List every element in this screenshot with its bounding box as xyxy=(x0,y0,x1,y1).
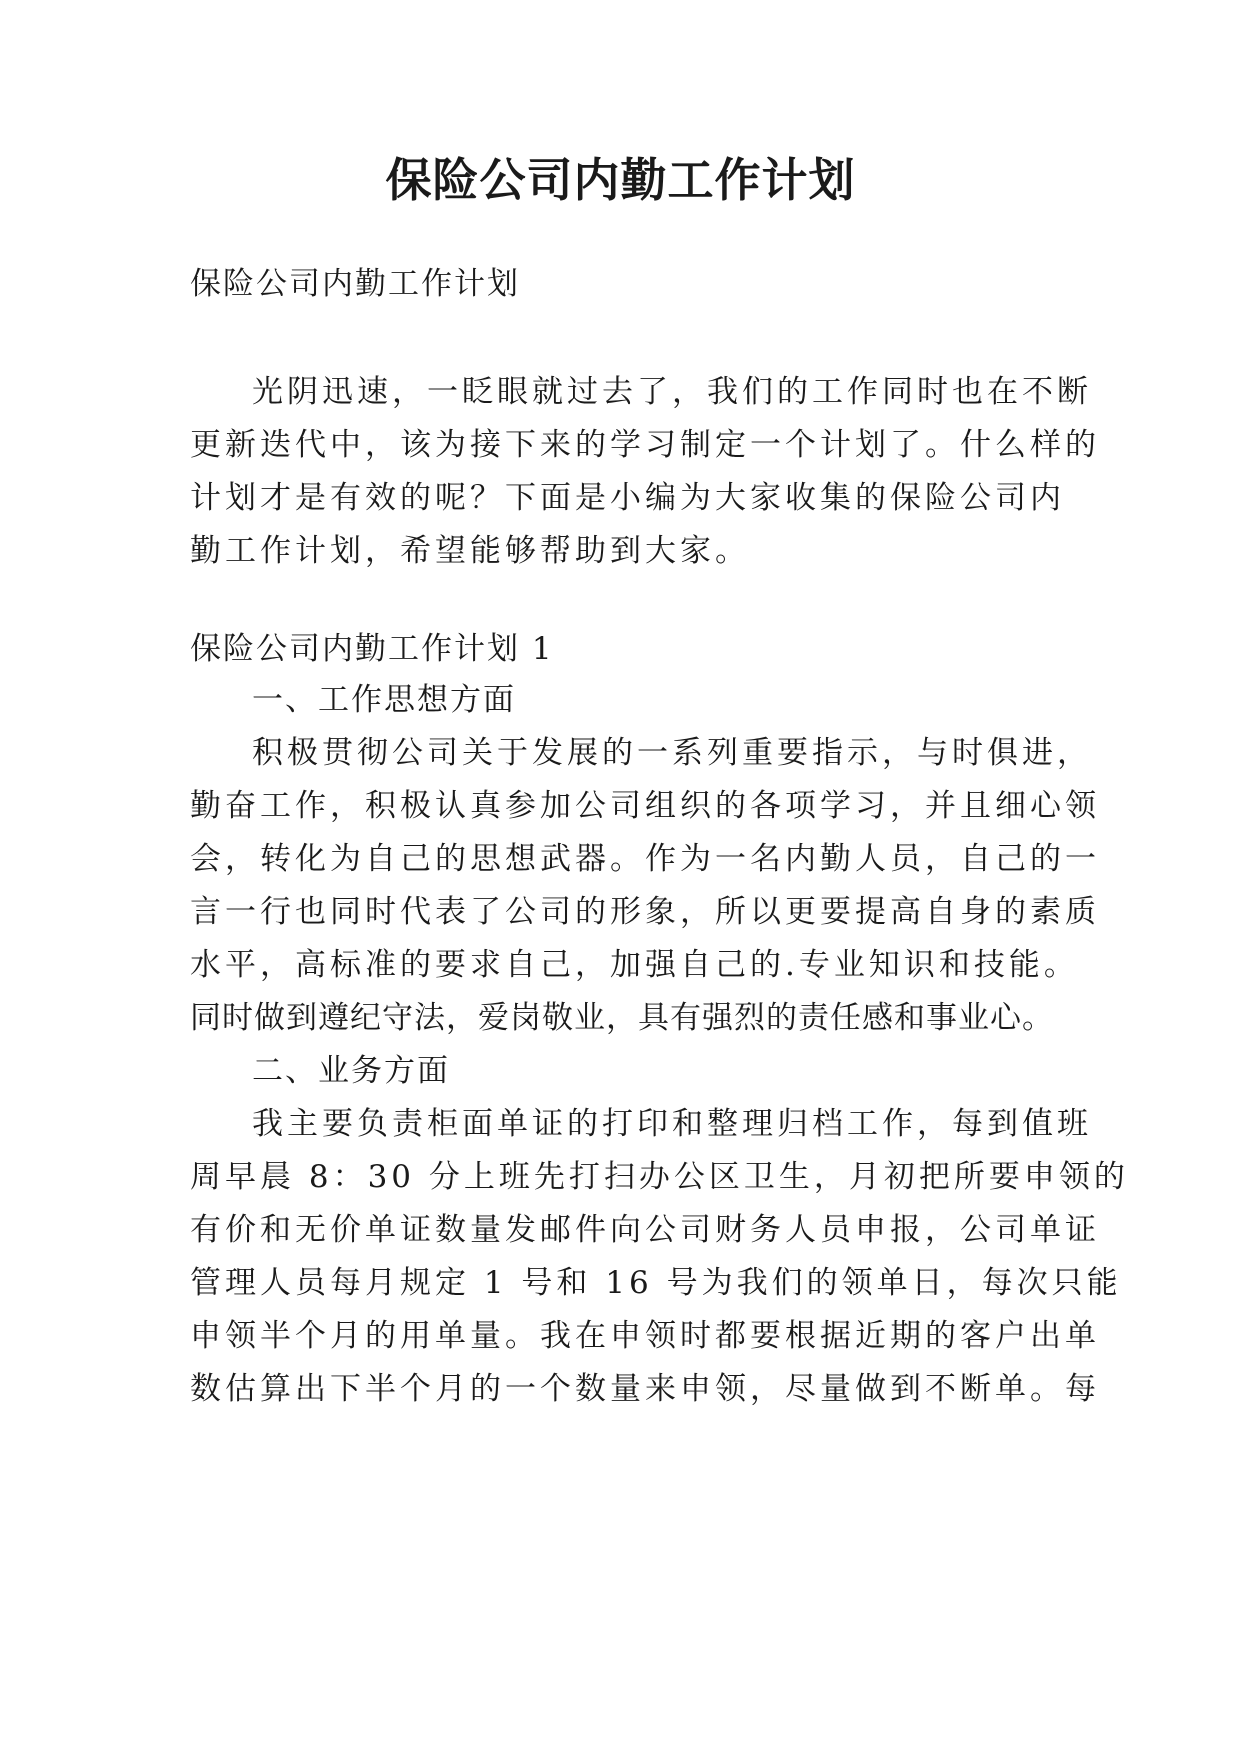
heading-work-thinking: 一、工作思想方面 xyxy=(252,682,516,718)
paragraph-line: 同时做到遵纪守法，爱岗敬业，具有强烈的责任感和事业心。 xyxy=(190,1000,1054,1036)
paragraph-line: 言一行也同时代表了公司的形象，所以更要提高自身的素质 xyxy=(190,894,1100,930)
paragraph-line: 管理人员每月规定 1 号和 16 号为我们的领单日，每次只能 xyxy=(190,1265,1122,1301)
document-subtitle: 保险公司内勤工作计划 xyxy=(190,266,520,302)
heading-business: 二、业务方面 xyxy=(252,1053,450,1089)
paragraph-line: 有价和无价单证数量发邮件向公司财务人员申报，公司单证 xyxy=(190,1212,1100,1248)
paragraph-line: 我主要负责柜面单证的打印和整理归档工作，每到值班 xyxy=(252,1106,1092,1142)
paragraph-line: 水平，高标准的要求自己，加强自己的.专业知识和技能。 xyxy=(190,947,1079,983)
intro-line: 更新迭代中，该为接下来的学习制定一个计划了。什么样的 xyxy=(190,427,1100,463)
intro-line: 勤工作计划，希望能够帮助到大家。 xyxy=(190,533,750,569)
paragraph-line: 申领半个月的用单量。我在申领时都要根据近期的客户出单 xyxy=(190,1318,1100,1354)
paragraph-line: 周早晨 8：30 分上班先打扫办公区卫生，月初把所要申领的 xyxy=(190,1159,1129,1195)
paragraph-line: 勤奋工作，积极认真参加公司组织的各项学习，并且细心领 xyxy=(190,788,1100,824)
intro-line: 光阴迅速，一眨眼就过去了，我们的工作同时也在不断 xyxy=(252,374,1092,410)
paragraph-line: 数估算出下半个月的一个数量来申领，尽量做到不断单。每 xyxy=(190,1371,1100,1407)
paragraph-line: 会，转化为自己的思想武器。作为一名内勤人员，自己的一 xyxy=(190,841,1100,877)
section-title: 保险公司内勤工作计划 1 xyxy=(190,631,554,667)
intro-line: 计划才是有效的呢？下面是小编为大家收集的保险公司内 xyxy=(190,480,1065,516)
document-title: 保险公司内勤工作计划 xyxy=(385,153,856,207)
paragraph-line: 积极贯彻公司关于发展的一系列重要指示，与时俱进， xyxy=(252,735,1092,771)
